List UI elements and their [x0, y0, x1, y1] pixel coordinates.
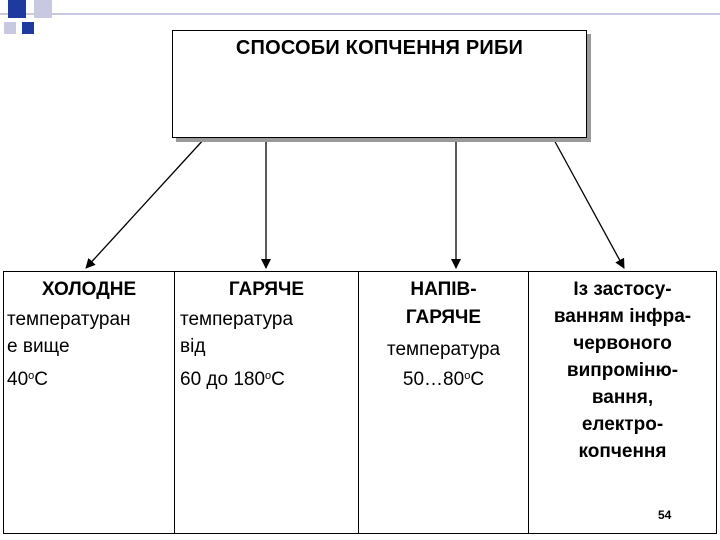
- method-box-semihot: [359, 271, 529, 534]
- method-title-hot: ГАРЯЧЕ: [228, 279, 305, 300]
- arrow-to-infrared: [553, 138, 624, 268]
- method-box-infrared: [529, 271, 717, 534]
- diagram-title: СПОСОБИ КОПЧЕННЯ РИБИ: [235, 37, 524, 59]
- method-title-semihot: НАПІВ- ГАРЯЧЕ: [405, 279, 482, 328]
- method-text-line: температуран: [7, 309, 131, 330]
- method-text-line: від: [180, 336, 206, 357]
- method-temp-hot: 60 до $180^оС$: [180, 369, 285, 390]
- method-text-cold: [7, 306, 179, 393]
- method-title-cold: ХОЛОДНЕ: [41, 279, 137, 300]
- method-text-line: температура: [386, 339, 501, 360]
- page-number: 54: [658, 508, 672, 522]
- method-text-line: е вище: [7, 336, 70, 357]
- arrow-to-cold: [86, 138, 205, 268]
- method-text-hot: [180, 306, 360, 393]
- method-temp-semihot: $50\dots 80^оС$: [402, 369, 485, 390]
- method-text-line: температура: [180, 309, 294, 330]
- method-title-infrared: Із застосу- ванням інфра- червоного випроміню- вання, електро- копчення: [553, 279, 692, 462]
- method-temp-cold: $40^оС$: [7, 369, 48, 390]
- method-text-semihot: [359, 336, 528, 393]
- title-box: [172, 30, 587, 138]
